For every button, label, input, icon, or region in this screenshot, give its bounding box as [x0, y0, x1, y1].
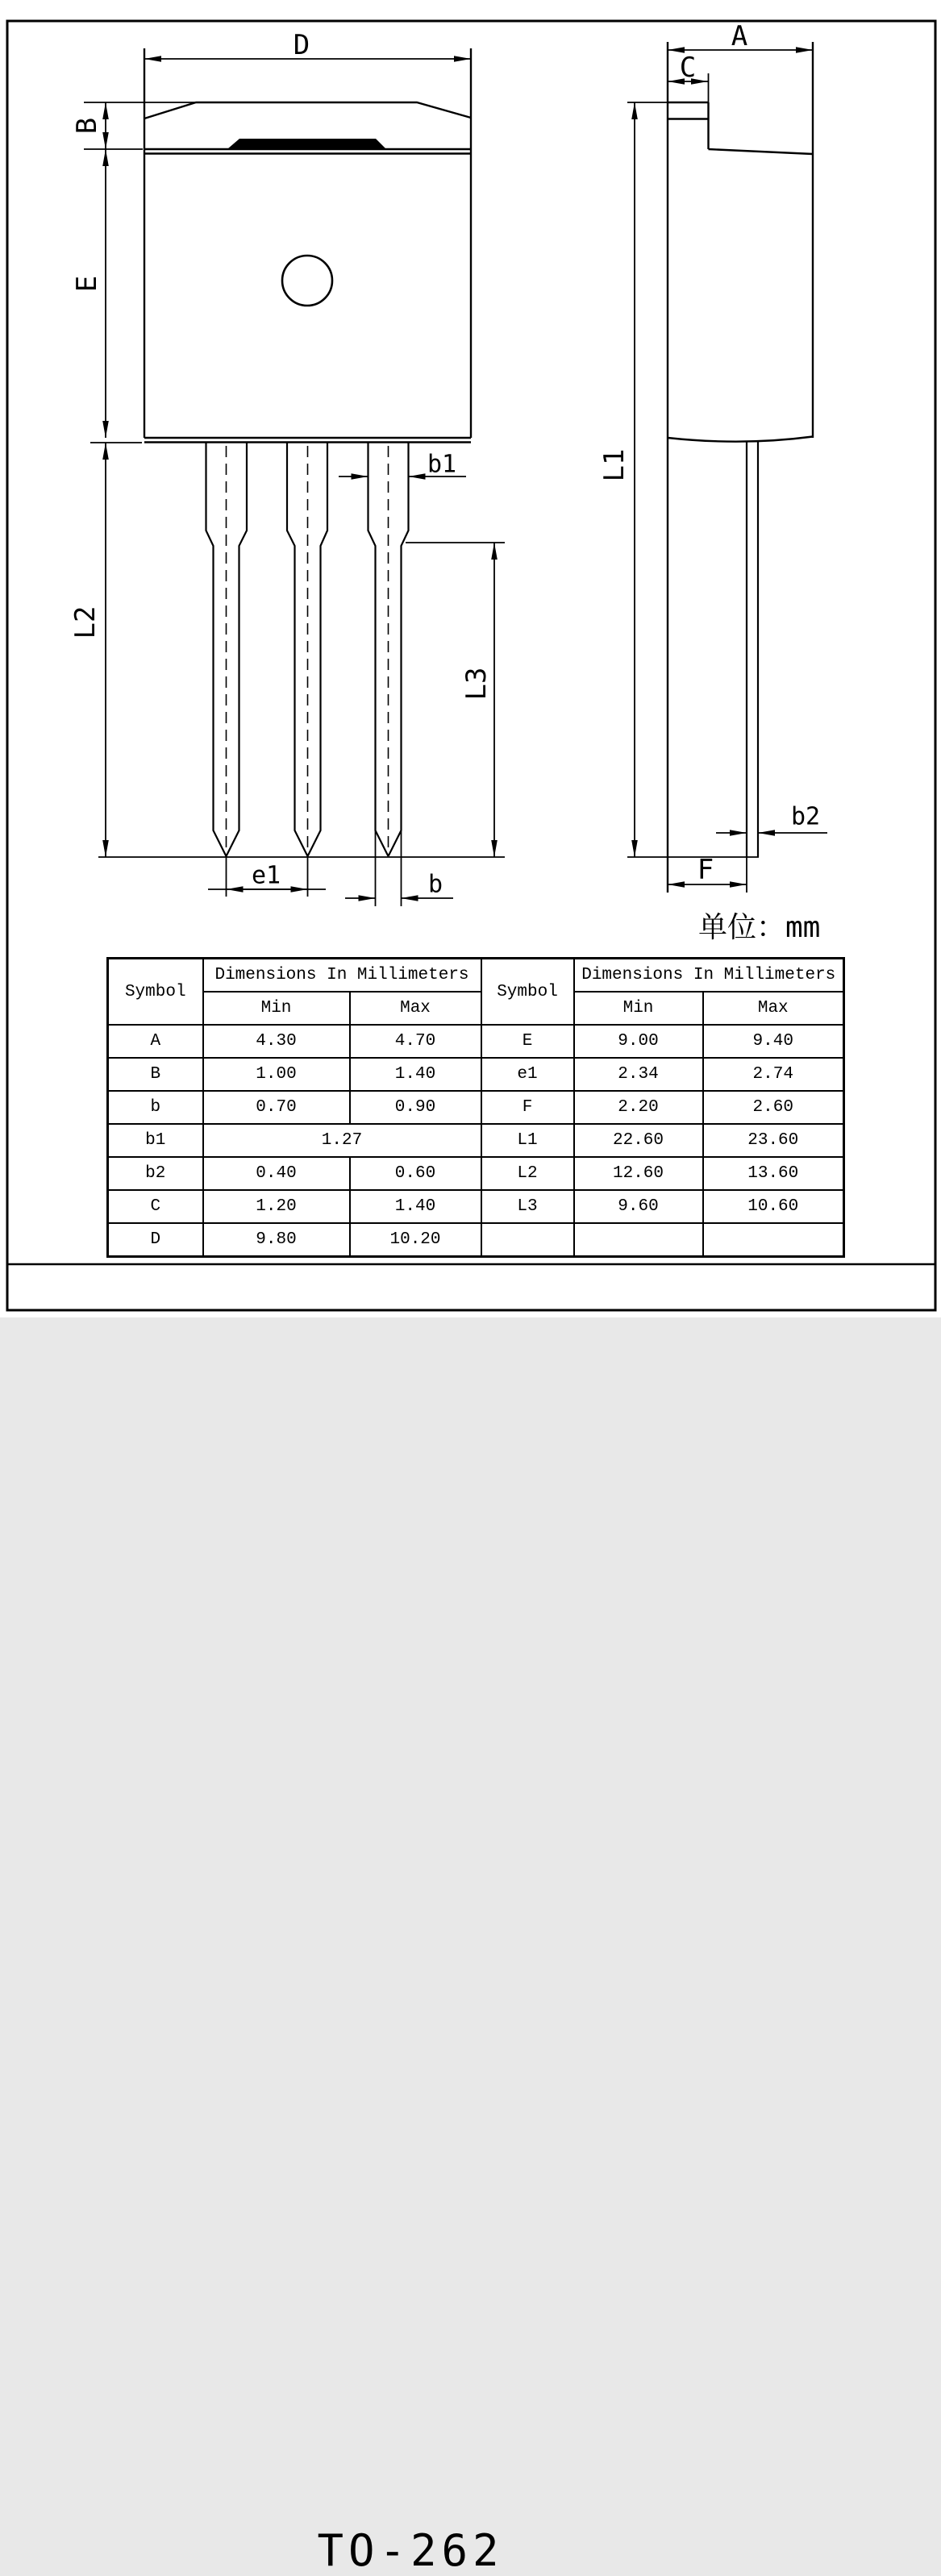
dim-label-b2: b2: [790, 802, 821, 831]
dim-B-E-L2: [84, 102, 198, 857]
cell-min: 2.34: [574, 1058, 703, 1091]
table-row: [108, 1091, 844, 1124]
dim-label-C: C: [679, 52, 697, 84]
mounting-hole: [282, 256, 332, 306]
dim-label-L2: L2: [69, 606, 102, 639]
cell-max: 4.70: [350, 1025, 481, 1058]
header-min-right: Min: [574, 992, 703, 1025]
cell-symbol: D: [108, 1223, 203, 1257]
side-view-body-outline: [668, 42, 813, 893]
cell-symbol: C: [108, 1190, 203, 1223]
header-symbol-right: Symbol: [481, 959, 574, 1026]
cell-symbol: A: [108, 1025, 203, 1058]
cell-symbol: e1: [481, 1058, 574, 1091]
cell-max: 23.60: [703, 1124, 844, 1157]
cell-min: 9.60: [574, 1190, 703, 1223]
table-header-row-1: [108, 959, 844, 993]
cell-min: 0.40: [203, 1157, 350, 1190]
cell-max: 9.40: [703, 1025, 844, 1058]
side-lead: [747, 442, 758, 857]
dim-label-D: D: [293, 29, 310, 61]
cell-max: 0.60: [350, 1157, 481, 1190]
table-row: [108, 1058, 844, 1091]
dim-L1: [627, 102, 759, 857]
table-row: [108, 1025, 844, 1058]
cell-max: [703, 1223, 844, 1257]
dim-label-L1: L1: [598, 448, 631, 482]
cell-symbol: b2: [108, 1157, 203, 1190]
table-row: [108, 1124, 844, 1157]
dim-label-E: E: [71, 275, 103, 293]
cell-min: 9.00: [574, 1025, 703, 1058]
title-block: [7, 1264, 935, 2576]
dimension-table: [106, 957, 845, 1258]
table-row: [108, 1223, 844, 1257]
cell-symbol: L1: [481, 1124, 574, 1157]
cell-symbol: F: [481, 1091, 574, 1124]
dim-label-b: b: [427, 870, 443, 899]
cell-merged-value: 1.27: [203, 1124, 481, 1157]
cell-max: 2.60: [703, 1091, 844, 1124]
header-dimensions-left: Dimensions In Millimeters: [203, 959, 481, 993]
lead-2: [287, 443, 327, 856]
lead-1: [206, 443, 248, 856]
dim-label-A: A: [731, 20, 748, 52]
cell-symbol: [481, 1223, 574, 1257]
cell-symbol: L3: [481, 1190, 574, 1223]
cell-symbol: b: [108, 1091, 203, 1124]
cell-min: 4.30: [203, 1025, 350, 1058]
unit-note: 单位：mm: [698, 911, 821, 944]
cell-symbol: L2: [481, 1157, 574, 1190]
cell-max: 13.60: [703, 1157, 844, 1190]
front-view-body-outline: [144, 48, 471, 443]
dim-label-B: B: [71, 117, 103, 135]
lead-3: [368, 443, 409, 856]
cell-max: 1.40: [350, 1190, 481, 1223]
cell-symbol: B: [108, 1058, 203, 1091]
header-min-left: Min: [203, 992, 350, 1025]
header-max-right: Max: [703, 992, 844, 1025]
dim-label-e1: e1: [251, 861, 281, 890]
cell-max: 2.74: [703, 1058, 844, 1091]
dim-label-b1: b1: [427, 450, 457, 479]
cell-max: 1.40: [350, 1058, 481, 1091]
cell-min: 0.70: [203, 1091, 350, 1124]
cell-min: 2.20: [574, 1091, 703, 1124]
heatsink-tab: [228, 139, 385, 148]
header-symbol-left: Symbol: [108, 959, 203, 1026]
header-max-left: Max: [350, 992, 481, 1025]
table-row: [108, 1157, 844, 1190]
cell-min: 1.20: [203, 1190, 350, 1223]
cell-max: 0.90: [350, 1091, 481, 1124]
cell-min: 1.00: [203, 1058, 350, 1091]
cell-max: 10.60: [703, 1190, 844, 1223]
package-title: TO-262: [317, 2525, 504, 2576]
dim-label-F: F: [697, 854, 714, 886]
cell-min: 12.60: [574, 1157, 703, 1190]
dim-label-L3: L3: [460, 667, 493, 701]
cell-max: 10.20: [350, 1223, 481, 1257]
cell-min: 22.60: [574, 1124, 703, 1157]
table-row: [108, 1190, 844, 1223]
table-header-row-2: [108, 992, 844, 1025]
header-dimensions-right: Dimensions In Millimeters: [574, 959, 844, 993]
cell-min: [574, 1223, 703, 1257]
cell-symbol: b1: [108, 1124, 203, 1157]
cell-min: 9.80: [203, 1223, 350, 1257]
cell-symbol: E: [481, 1025, 574, 1058]
